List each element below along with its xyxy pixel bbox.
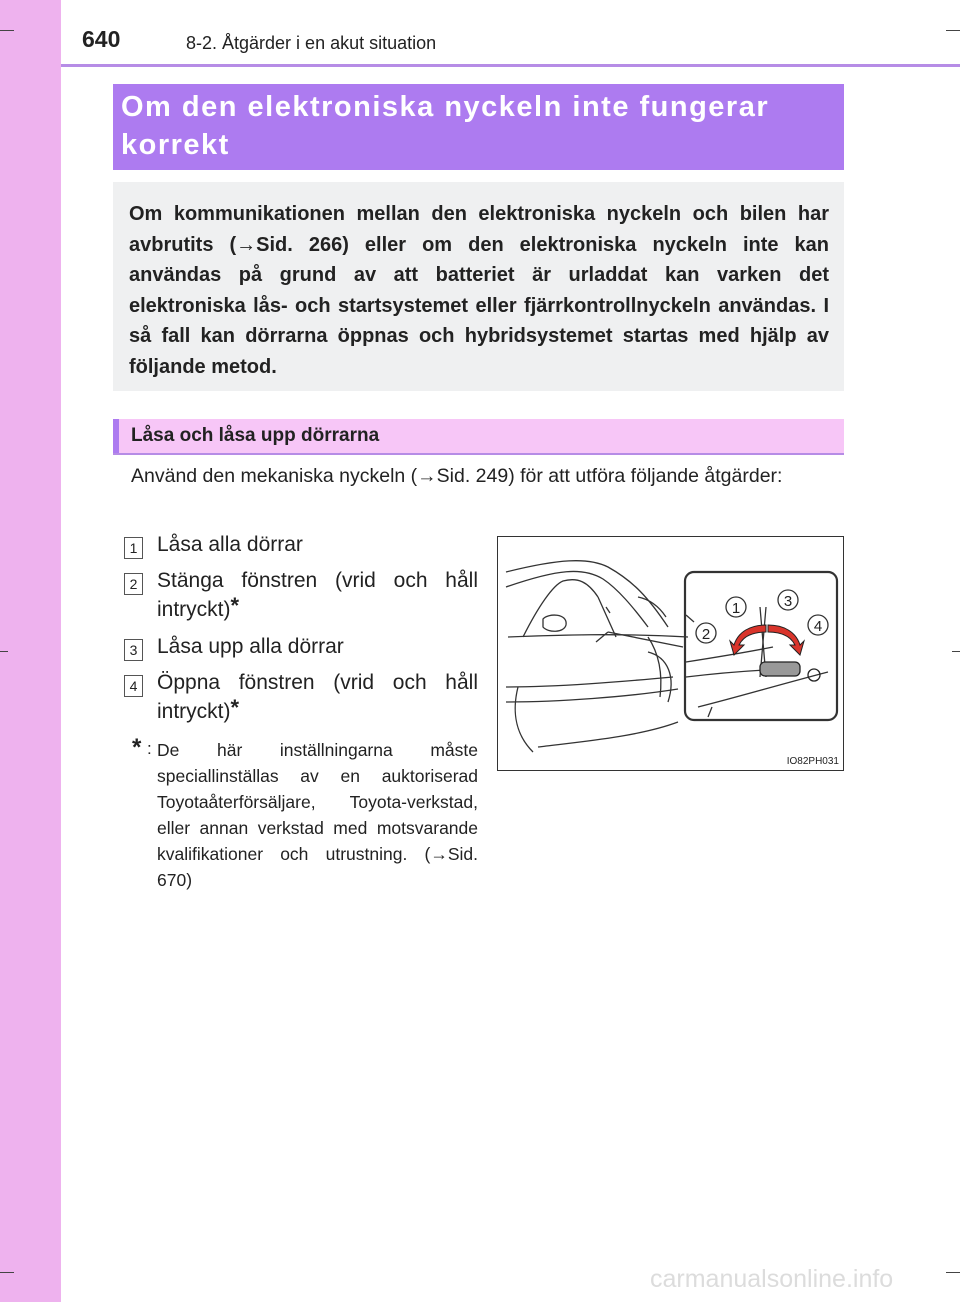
step-text: Öppna fönstren (vrid och håll intryckt)* xyxy=(157,671,478,723)
step-number: 2 xyxy=(124,573,143,595)
crop-mark xyxy=(0,651,8,652)
step-text: Stänga fönstren (vrid och håll intryckt)* xyxy=(157,569,478,621)
rotate-left-arrow xyxy=(730,625,766,655)
callout-3: 3 xyxy=(783,593,793,610)
header-rule xyxy=(61,64,960,67)
callout-1: 1 xyxy=(731,600,741,617)
section-heading: 8-2. Åtgärder i en akut situation xyxy=(186,33,437,53)
step-number: 1 xyxy=(124,537,143,559)
figure-id: IO82PH031 xyxy=(786,756,839,767)
footnote-colon: : xyxy=(147,739,152,758)
crop-mark xyxy=(946,1272,960,1273)
step-number: 3 xyxy=(124,639,143,661)
callout-4: 4 xyxy=(813,618,823,635)
car-door-key-drawing xyxy=(498,537,843,770)
crop-mark xyxy=(0,1272,14,1273)
intro-text: Om kommunikationen mellan den elektroniska nyckeln och bilen har avbrutits (→Sid. 266) eller om den elektroniska nyckeln inte kan användas på grund av att batteriet är urladdat kan varken det elektroniska lås- och startsystemet eller fjärrkontrollnyckeln användas. I så fall kan dörrarna öppnas och hybridsystemet startas med hjälp av följande metod. xyxy=(129,203,829,378)
step-text: Låsa upp alla dörrar xyxy=(157,635,344,658)
subsection-title: Låsa och låsa upp dörrarna xyxy=(131,425,380,446)
page-number: 640 xyxy=(82,26,121,52)
step-text: Låsa alla dörrar xyxy=(157,533,303,556)
title-banner xyxy=(113,84,844,170)
body-text: Använd den mekaniska nyckeln (→Sid. 249) för att utföra följande åtgärder: xyxy=(131,465,783,487)
chapter-tab-sidebar xyxy=(0,0,61,1302)
page-title: Om den elektroniska nyckeln inte fungerar korrekt xyxy=(121,91,770,161)
rotate-right-arrow xyxy=(768,625,804,655)
intro-box xyxy=(113,182,844,391)
footnote-text: De här inställningarna måste speciallinställas av en auktoriserad Toyotaåterförsäljare, Toyota-verkstad, eller annan verkstad med motsvarande kvalifikationer och utrustning. (→Sid. 670) xyxy=(157,740,478,890)
step-number: 4 xyxy=(124,675,143,697)
subsection-accent-bar xyxy=(113,419,119,453)
callout-2: 2 xyxy=(701,626,711,643)
footnote-marker: * xyxy=(132,734,142,761)
crop-mark xyxy=(952,651,960,652)
crop-mark xyxy=(0,30,14,31)
door-lock-illustration xyxy=(497,536,844,771)
crop-mark xyxy=(946,30,960,31)
subsection-header xyxy=(113,419,844,455)
watermark-text: carmanualsonline.info xyxy=(650,1265,894,1293)
